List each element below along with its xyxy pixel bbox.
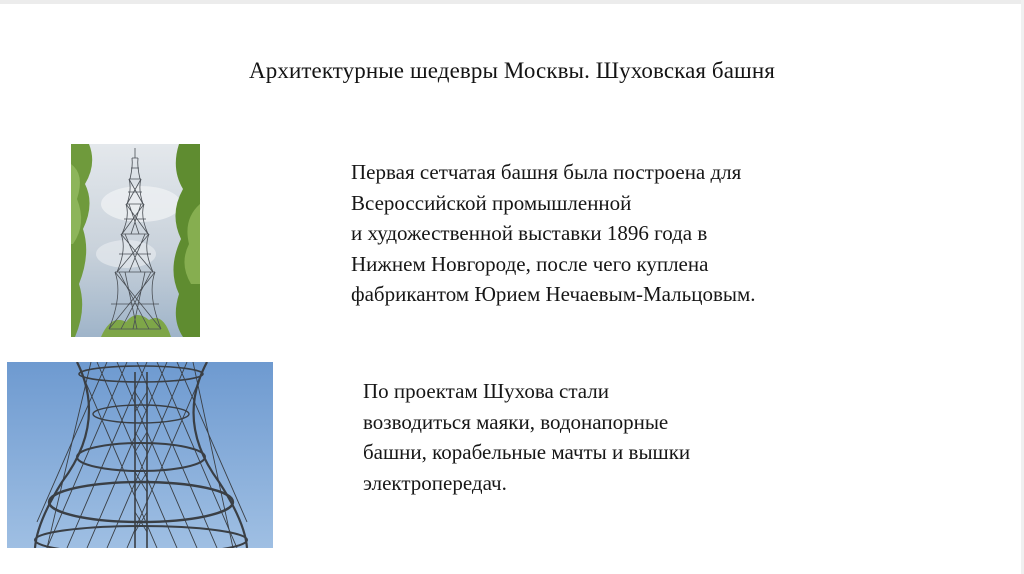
paragraph-line: Первая сетчатая башня была построена для [351,160,742,184]
paragraph-line: и художественной выставки 1896 года в [351,221,708,245]
paragraph-line: башни, корабельные мачты и вышки [363,440,691,464]
tower-full-photo [71,144,200,337]
slide-title: Архитектурные шедевры Москвы. Шуховская башня [249,58,775,83]
paragraph-line: Нижнем Новгороде, после чего куплена [351,251,709,276]
paragraph-line: фабрикантом Юрием Нечаевым-Мальцовым. [351,282,756,306]
paragraph-line: возводиться маяки, водонапорные [363,409,669,434]
paragraph-line: По проектам Шухова стали [363,379,610,403]
paragraph-line: Всероссийской промышленной [351,190,632,215]
slide-top-border [0,0,1024,4]
paragraph-line: электропередач. [363,470,507,495]
tower-detail-photo [7,362,273,548]
paragraph-projects [363,376,843,498]
paragraph-history [351,157,911,310]
